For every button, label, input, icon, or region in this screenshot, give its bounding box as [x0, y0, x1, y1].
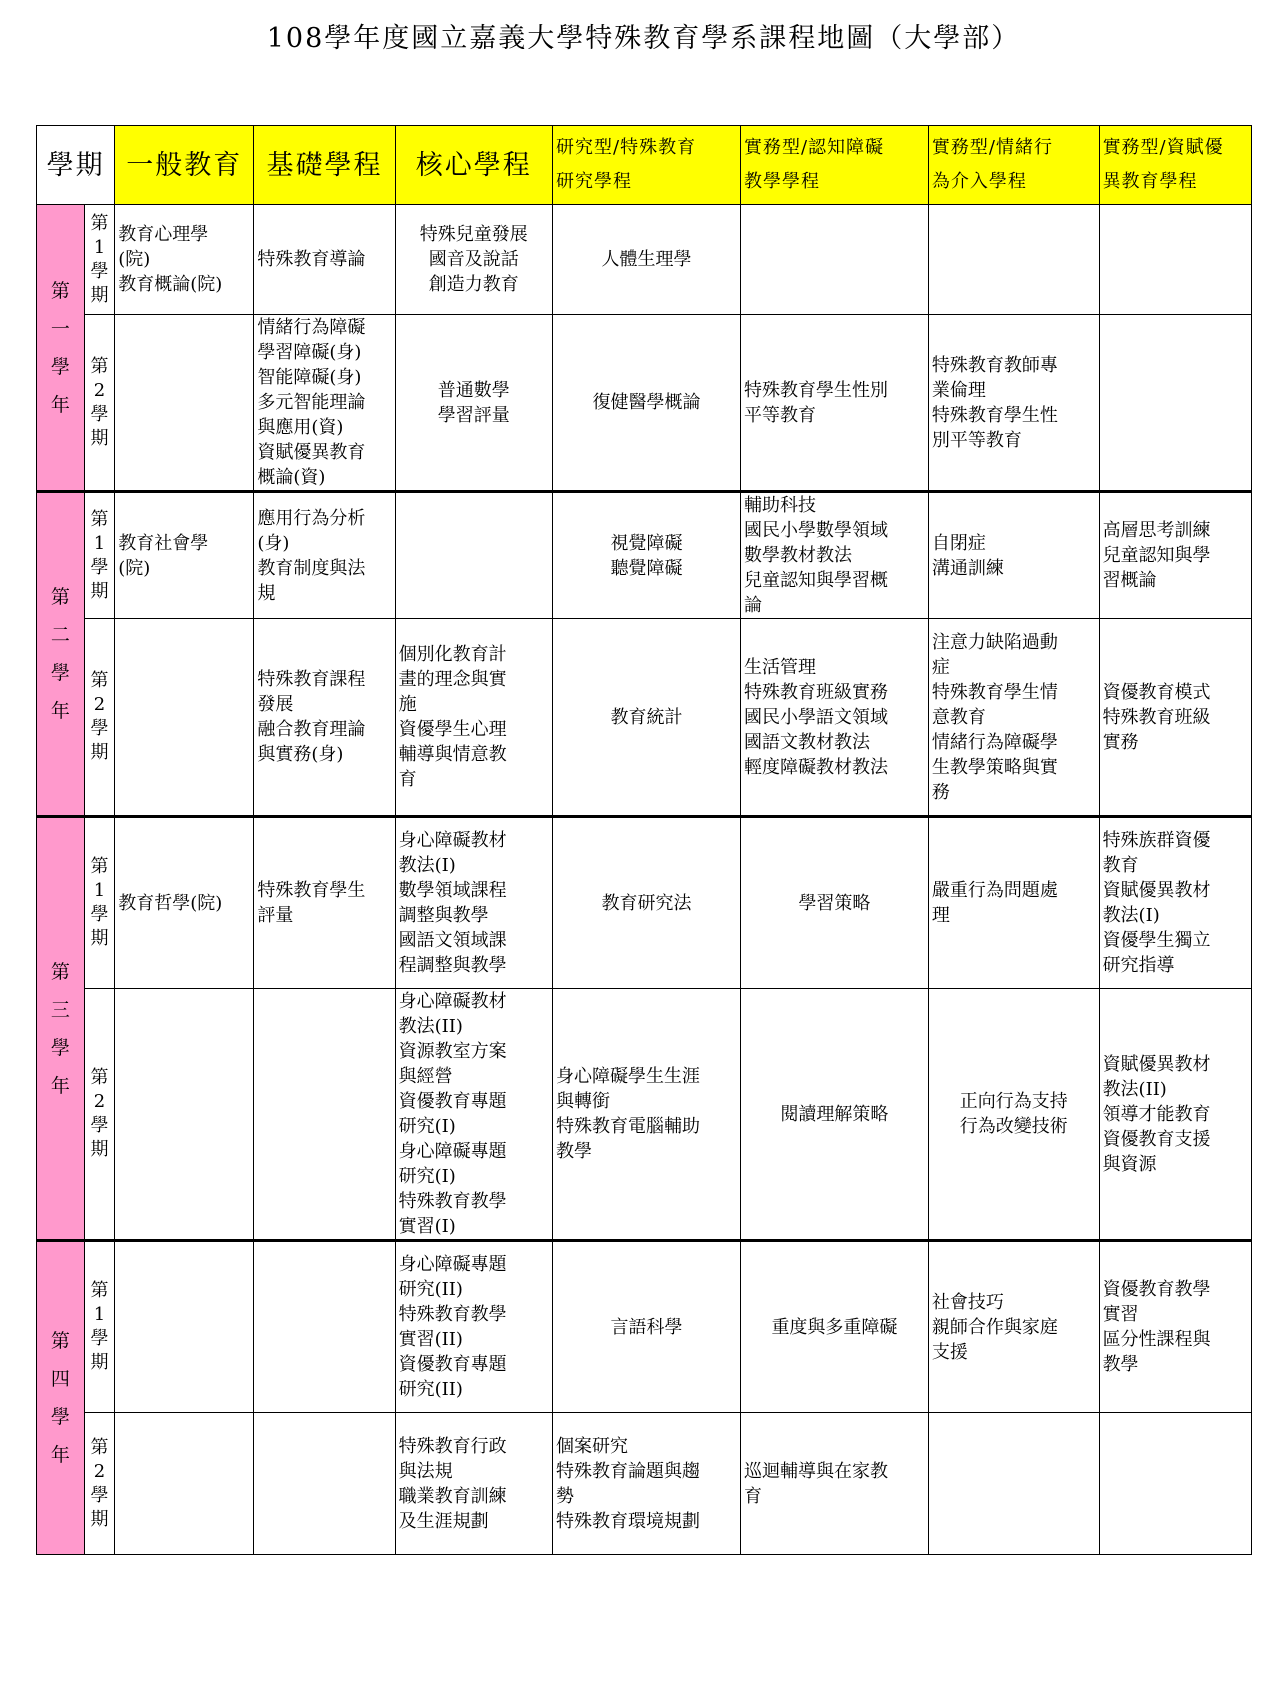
- course-name: 理: [931, 905, 950, 926]
- year-label: [37, 205, 85, 492]
- course-name: 輕度障礙教材教法: [743, 756, 888, 778]
- year-label: [37, 1241, 85, 1555]
- course-name: 資優學生獨立: [1102, 930, 1211, 951]
- year-label-char: 年: [50, 700, 70, 722]
- course-name: 多元智能理論: [257, 392, 366, 413]
- year-label-char: 年: [50, 1444, 70, 1466]
- course-cell-gifted: [1099, 1241, 1251, 1413]
- course-cell-research: [553, 619, 741, 817]
- course-name: (身): [257, 532, 290, 554]
- semester-label: [84, 1241, 114, 1413]
- course-name: 身心障礙專題: [398, 1141, 507, 1162]
- header-cognitive: [740, 126, 928, 205]
- header-research-line: 研究型/特殊教育: [556, 137, 697, 158]
- semester-label-char: 1: [93, 1304, 106, 1325]
- semester-label: [84, 817, 114, 989]
- course-name: 身心障礙教材: [398, 991, 507, 1012]
- semester-row: [37, 492, 1252, 619]
- course-name: 個別化教育計: [398, 644, 507, 665]
- semester-label: [84, 989, 114, 1241]
- course-name: 教育社會學: [118, 532, 209, 554]
- course-cell-foundation: [254, 989, 395, 1241]
- course-name: 與實務(身): [257, 744, 344, 765]
- semester-label-char: 2: [93, 1091, 106, 1112]
- course-name: 學習策略: [798, 892, 871, 914]
- course-name: 普通數學: [437, 379, 510, 401]
- course-cell-foundation: [254, 205, 395, 315]
- course-name: 親師合作與家庭: [931, 1316, 1058, 1338]
- course-name: 研究(II): [398, 1279, 463, 1300]
- course-name: 發展: [257, 694, 294, 715]
- course-cell-research: [553, 817, 741, 989]
- course-name: 教育心理學: [118, 224, 209, 245]
- course-cell-foundation: [254, 1413, 395, 1555]
- semester-label-char: 1: [93, 532, 106, 554]
- course-name: 數學教材教法: [743, 545, 852, 566]
- course-name: 畫的理念與實: [398, 669, 507, 690]
- header-research: [553, 126, 741, 205]
- header-foundation: 基礎學程: [254, 126, 395, 205]
- semester-label-char: 期: [90, 580, 109, 602]
- semester-row: [37, 1241, 1252, 1413]
- course-cell-core: [395, 315, 552, 492]
- semester-label: [84, 315, 114, 492]
- semester-label: [84, 205, 114, 315]
- course-name: 正向行為支持: [959, 1091, 1068, 1112]
- semester-label-char: 1: [93, 236, 106, 258]
- course-name: 輔助科技: [743, 495, 816, 516]
- course-cell-gifted: [1099, 315, 1251, 492]
- semester-label-char: 期: [90, 1139, 109, 1160]
- course-name: 國民小學數學領域: [743, 520, 888, 541]
- course-cell-foundation: [254, 315, 395, 492]
- course-name: 領導才能教育: [1102, 1103, 1211, 1125]
- course-cell-research: [553, 989, 741, 1241]
- course-name: 教育概論(院): [118, 274, 223, 295]
- course-name: 智能障礙(身): [257, 367, 362, 388]
- course-name: 特殊教育學生性別: [743, 379, 888, 401]
- course-name: 研究(I): [398, 1116, 456, 1137]
- course-name: 嚴重行為問題處: [931, 880, 1058, 901]
- course-name: (院): [118, 557, 151, 579]
- semester-row: [37, 315, 1252, 492]
- course-name: 國語文教材教法: [743, 731, 870, 753]
- course-name: 國語文領域課: [398, 930, 507, 951]
- year-label-char: 第: [50, 586, 70, 608]
- course-name: 概論(資): [257, 467, 326, 488]
- semester-row: [37, 1413, 1252, 1555]
- course-name: 特殊教育導論: [257, 249, 366, 270]
- course-name: 區分性課程與: [1102, 1329, 1211, 1350]
- course-cell-foundation: [254, 619, 395, 817]
- semester-label-char: 學: [90, 718, 109, 739]
- course-name: 身心障礙專題: [398, 1254, 507, 1275]
- semester-label: [84, 619, 114, 817]
- course-name: 特殊教育行政: [398, 1435, 507, 1457]
- course-cell-cognitive: [740, 205, 928, 315]
- course-name: 職業教育訓練: [398, 1485, 507, 1507]
- course-cell-gifted: [1099, 205, 1251, 315]
- course-name: 習概論: [1102, 570, 1157, 591]
- course-name: 實習: [1102, 1304, 1139, 1325]
- course-name: 及生涯規劃: [398, 1510, 489, 1532]
- header-general: 一般教育: [115, 126, 254, 205]
- course-name: 特殊教育班級實務: [743, 681, 888, 703]
- course-cell-foundation: [254, 492, 395, 619]
- course-cell-general: [115, 1241, 254, 1413]
- course-name: 特殊教育電腦輔助: [556, 1116, 701, 1137]
- year-label: [37, 817, 85, 1241]
- header-row: [37, 126, 1252, 205]
- course-name: 實習(I): [398, 1216, 456, 1237]
- course-cell-core: [395, 817, 552, 989]
- semester-label-char: 學: [90, 1328, 109, 1349]
- semester-label-char: 第: [90, 508, 109, 530]
- course-cell-core: [395, 989, 552, 1241]
- course-name: 情緒行為障礙: [257, 317, 366, 338]
- header-cognitive-line: 教學學程: [743, 171, 820, 192]
- course-name: 資賦優異教育: [257, 442, 366, 463]
- semester-label-char: 第: [90, 355, 109, 377]
- year-label-char: 年: [50, 1074, 70, 1097]
- year-label-char: 學: [50, 355, 70, 378]
- course-cell-emotional: [928, 1241, 1099, 1413]
- course-name: 身心障礙學生生涯: [556, 1066, 701, 1087]
- semester-label-char: 第: [90, 212, 109, 234]
- course-name: 程調整與教學: [398, 955, 507, 976]
- course-name: 育: [743, 1485, 762, 1507]
- course-cell-cognitive: [740, 492, 928, 619]
- course-cell-research: [553, 1241, 741, 1413]
- course-name: 創造力教育: [428, 274, 519, 295]
- course-cell-general: [115, 989, 254, 1241]
- course-cell-general: [115, 492, 254, 619]
- course-name: 特殊教育環境規劃: [556, 1510, 701, 1532]
- course-name: 別平等教育: [931, 429, 1022, 451]
- course-cell-cognitive: [740, 619, 928, 817]
- course-name: 國民小學語文領域: [743, 706, 888, 728]
- course-name: 與轉銜: [556, 1091, 611, 1112]
- course-name: 情緒行為障礙學: [931, 731, 1058, 753]
- course-cell-research: [553, 315, 741, 492]
- course-name: 特殊教育學生情: [931, 681, 1058, 703]
- header-research-line: 研究學程: [556, 171, 633, 192]
- course-name: 行為改變技術: [959, 1116, 1068, 1137]
- course-name: 與應用(資): [257, 417, 344, 438]
- course-name: 教育: [1102, 855, 1139, 876]
- course-name: 教法(I): [398, 855, 456, 876]
- semester-label-char: 第: [90, 1067, 109, 1088]
- course-cell-emotional: [928, 817, 1099, 989]
- course-cell-emotional: [928, 205, 1099, 315]
- year-label-char: 第: [50, 960, 70, 983]
- semester-label-char: 期: [90, 284, 109, 306]
- course-name: 與資源: [1102, 1153, 1157, 1175]
- semester-label-char: 學: [90, 556, 109, 578]
- course-name: 身心障礙教材: [398, 830, 507, 851]
- header-core: 核心學程: [395, 126, 552, 205]
- course-cell-cognitive: [740, 1413, 928, 1555]
- course-name: 實務: [1102, 731, 1139, 753]
- semester-label-char: 學: [90, 904, 109, 925]
- course-name: 資賦優異教材: [1102, 880, 1211, 901]
- year-label-char: 學: [50, 1406, 70, 1428]
- semester-label-char: 學: [90, 403, 109, 425]
- course-name: 重度與多重障礙: [771, 1316, 898, 1338]
- course-cell-research: [553, 205, 741, 315]
- header-emotional: [928, 126, 1099, 205]
- course-name: 平等教育: [743, 404, 816, 426]
- course-name: 與法規: [398, 1460, 453, 1482]
- course-name: 特殊教育學生性: [931, 404, 1058, 426]
- course-name: 巡迴輔導與在家教: [743, 1460, 888, 1482]
- semester-label-char: 第: [90, 1436, 109, 1458]
- course-name: 實習(II): [398, 1329, 463, 1350]
- year-label-char: 學: [50, 1036, 70, 1059]
- semester-row: [37, 989, 1252, 1241]
- course-name: 教育哲學(院): [118, 892, 223, 914]
- course-cell-foundation: [254, 817, 395, 989]
- course-name: 研究指導: [1102, 955, 1175, 976]
- course-name: 教學: [1102, 1354, 1139, 1375]
- course-cell-general: [115, 205, 254, 315]
- course-name: 論: [743, 595, 762, 616]
- course-name: 資源教室方案: [398, 1041, 507, 1062]
- course-cell-emotional: [928, 315, 1099, 492]
- course-name: 資優教育模式: [1102, 681, 1211, 703]
- course-cell-core: [395, 619, 552, 817]
- course-name: 人體生理學: [601, 249, 692, 270]
- course-cell-gifted: [1099, 1413, 1251, 1555]
- year-label-char: 四: [50, 1368, 70, 1390]
- course-map-table: [36, 125, 1252, 1555]
- course-name: 資賦優異教材: [1102, 1053, 1211, 1075]
- semester-label-char: 期: [90, 1352, 109, 1373]
- course-name: 教育制度與法: [257, 557, 366, 579]
- semester-label-char: 第: [90, 1280, 109, 1301]
- year-label-char: 第: [50, 1330, 70, 1352]
- semester-label-char: 期: [90, 742, 109, 763]
- course-name: 與經營: [398, 1066, 453, 1087]
- year-label-char: 一: [50, 317, 70, 340]
- course-name: 特殊教育學生: [257, 880, 366, 901]
- course-name: 言語科學: [610, 1316, 683, 1338]
- course-name: 學習障礙(身): [257, 342, 362, 363]
- course-name: 教育統計: [610, 706, 683, 728]
- course-name: 施: [398, 694, 417, 715]
- course-name: 特殊教育教師專: [931, 354, 1058, 376]
- course-name: 視覺障礙: [610, 532, 683, 554]
- course-name: 社會技巧: [931, 1291, 1004, 1313]
- course-name: 高層思考訓練: [1102, 520, 1211, 541]
- course-name: 兒童認知與學習概: [743, 570, 888, 591]
- course-name: 生教學策略與實: [931, 756, 1058, 778]
- course-cell-core: [395, 1241, 552, 1413]
- course-cell-emotional: [928, 1413, 1099, 1555]
- header-emotional-line: 為介入學程: [931, 171, 1027, 192]
- course-cell-core: [395, 492, 552, 619]
- course-name: 自閉症: [931, 532, 986, 554]
- course-name: 輔導與情意教: [398, 744, 507, 765]
- course-name: 特殊教育論題與趨: [556, 1460, 701, 1482]
- year-label-char: 第: [50, 279, 70, 302]
- course-cell-gifted: [1099, 989, 1251, 1241]
- course-name: 資優學生心理: [398, 719, 507, 740]
- course-name: 資優教育專題: [398, 1354, 507, 1375]
- semester-label-char: 學: [90, 1484, 109, 1506]
- course-name: 數學領域課程: [398, 880, 507, 901]
- course-cell-research: [553, 492, 741, 619]
- semester-label-char: 期: [90, 928, 109, 949]
- year-label: [37, 492, 85, 817]
- semester-label-char: 學: [90, 260, 109, 282]
- course-cell-gifted: [1099, 492, 1251, 619]
- header-gifted: [1099, 126, 1251, 205]
- semester-label-char: 第: [90, 856, 109, 877]
- year-label-char: 三: [50, 998, 70, 1021]
- course-name: 融合教育理論: [257, 719, 366, 740]
- year-label-char: 二: [50, 624, 70, 646]
- course-name: 研究(I): [398, 1166, 456, 1187]
- course-name: 特殊教育課程: [257, 669, 366, 690]
- semester-label-char: 2: [93, 694, 106, 715]
- semester-label-char: 第: [90, 670, 109, 691]
- course-cell-general: [115, 619, 254, 817]
- header-gifted-line: 實務型/資賦優: [1102, 137, 1224, 158]
- course-name: 資優教育教學: [1102, 1279, 1211, 1300]
- semester-row: [37, 205, 1252, 315]
- course-cell-general: [115, 315, 254, 492]
- course-name: 症: [931, 656, 950, 678]
- course-cell-emotional: [928, 989, 1099, 1241]
- course-name: 個案研究: [556, 1435, 629, 1457]
- course-name: 應用行為分析: [257, 507, 366, 529]
- semester-row: [37, 817, 1252, 989]
- course-name: 調整與教學: [398, 905, 489, 926]
- course-name: 特殊教育班級: [1102, 706, 1211, 728]
- course-name: 勢: [556, 1485, 575, 1507]
- course-name: 教法(II): [1102, 1078, 1167, 1100]
- course-cell-cognitive: [740, 315, 928, 492]
- course-cell-emotional: [928, 492, 1099, 619]
- course-name: 研究(II): [398, 1379, 463, 1400]
- header-cognitive-line: 實務型/認知障礙: [743, 137, 885, 158]
- course-cell-gifted: [1099, 619, 1251, 817]
- course-name: 育: [398, 769, 417, 790]
- semester-label-char: 期: [90, 1508, 109, 1530]
- course-cell-cognitive: [740, 817, 928, 989]
- course-name: 復健醫學概論: [592, 392, 701, 413]
- semester-label: [84, 1413, 114, 1555]
- course-name: 教育研究法: [601, 892, 692, 914]
- semester-label-char: 期: [90, 427, 109, 449]
- course-cell-research: [553, 1413, 741, 1555]
- course-name: 特殊兒童發展: [419, 224, 528, 245]
- course-cell-core: [395, 1413, 552, 1555]
- course-name: 規: [257, 582, 276, 604]
- semester-label-char: 2: [93, 1460, 106, 1482]
- course-name: 國音及說話: [428, 249, 519, 270]
- course-name: 教法(I): [1102, 905, 1160, 926]
- course-name: 兒童認知與學: [1102, 545, 1211, 566]
- course-cell-emotional: [928, 619, 1099, 817]
- course-name: 特殊教育教學: [398, 1304, 507, 1325]
- semester-label-char: 2: [93, 379, 106, 401]
- course-name: 評量: [257, 905, 294, 926]
- semester-label-char: 學: [90, 1115, 109, 1136]
- course-name: 注意力缺陷過動: [931, 631, 1058, 653]
- header-term: 學期: [37, 126, 115, 205]
- course-name: 資優教育支援: [1102, 1128, 1211, 1150]
- course-cell-cognitive: [740, 989, 928, 1241]
- course-name: 學習評量: [437, 404, 510, 426]
- semester-label: [84, 492, 114, 619]
- header-emotional-line: 實務型/情緒行: [931, 137, 1053, 158]
- course-name: 生活管理: [743, 656, 816, 678]
- semester-row: [37, 619, 1252, 817]
- course-name: 聽覺障礙: [610, 557, 683, 579]
- course-cell-core: [395, 205, 552, 315]
- course-name: 教法(II): [398, 1016, 463, 1037]
- course-cell-cognitive: [740, 1241, 928, 1413]
- course-name: 特殊教育教學: [398, 1191, 507, 1212]
- course-name: 資優教育專題: [398, 1091, 507, 1112]
- course-name: 溝通訓練: [931, 557, 1004, 579]
- course-name: 教學: [556, 1141, 593, 1162]
- course-name: (院): [118, 249, 151, 270]
- year-label-char: 學: [50, 662, 70, 684]
- course-name: 支援: [931, 1341, 968, 1363]
- header-gifted-line: 異教育學程: [1102, 171, 1198, 192]
- course-cell-general: [115, 1413, 254, 1555]
- semester-label-char: 1: [93, 880, 106, 901]
- course-name: 務: [931, 781, 950, 803]
- course-name: 閱讀理解策略: [780, 1103, 889, 1125]
- course-cell-foundation: [254, 1241, 395, 1413]
- course-cell-gifted: [1099, 817, 1251, 989]
- year-label-char: 年: [50, 393, 70, 416]
- page-title: 108學年度國立嘉義大學特殊教育學系課程地圖（大學部）: [266, 23, 1021, 54]
- course-cell-general: [115, 817, 254, 989]
- course-name: 意教育: [931, 706, 986, 728]
- course-name: 特殊族群資優: [1102, 830, 1211, 851]
- course-name: 業倫理: [931, 379, 986, 401]
